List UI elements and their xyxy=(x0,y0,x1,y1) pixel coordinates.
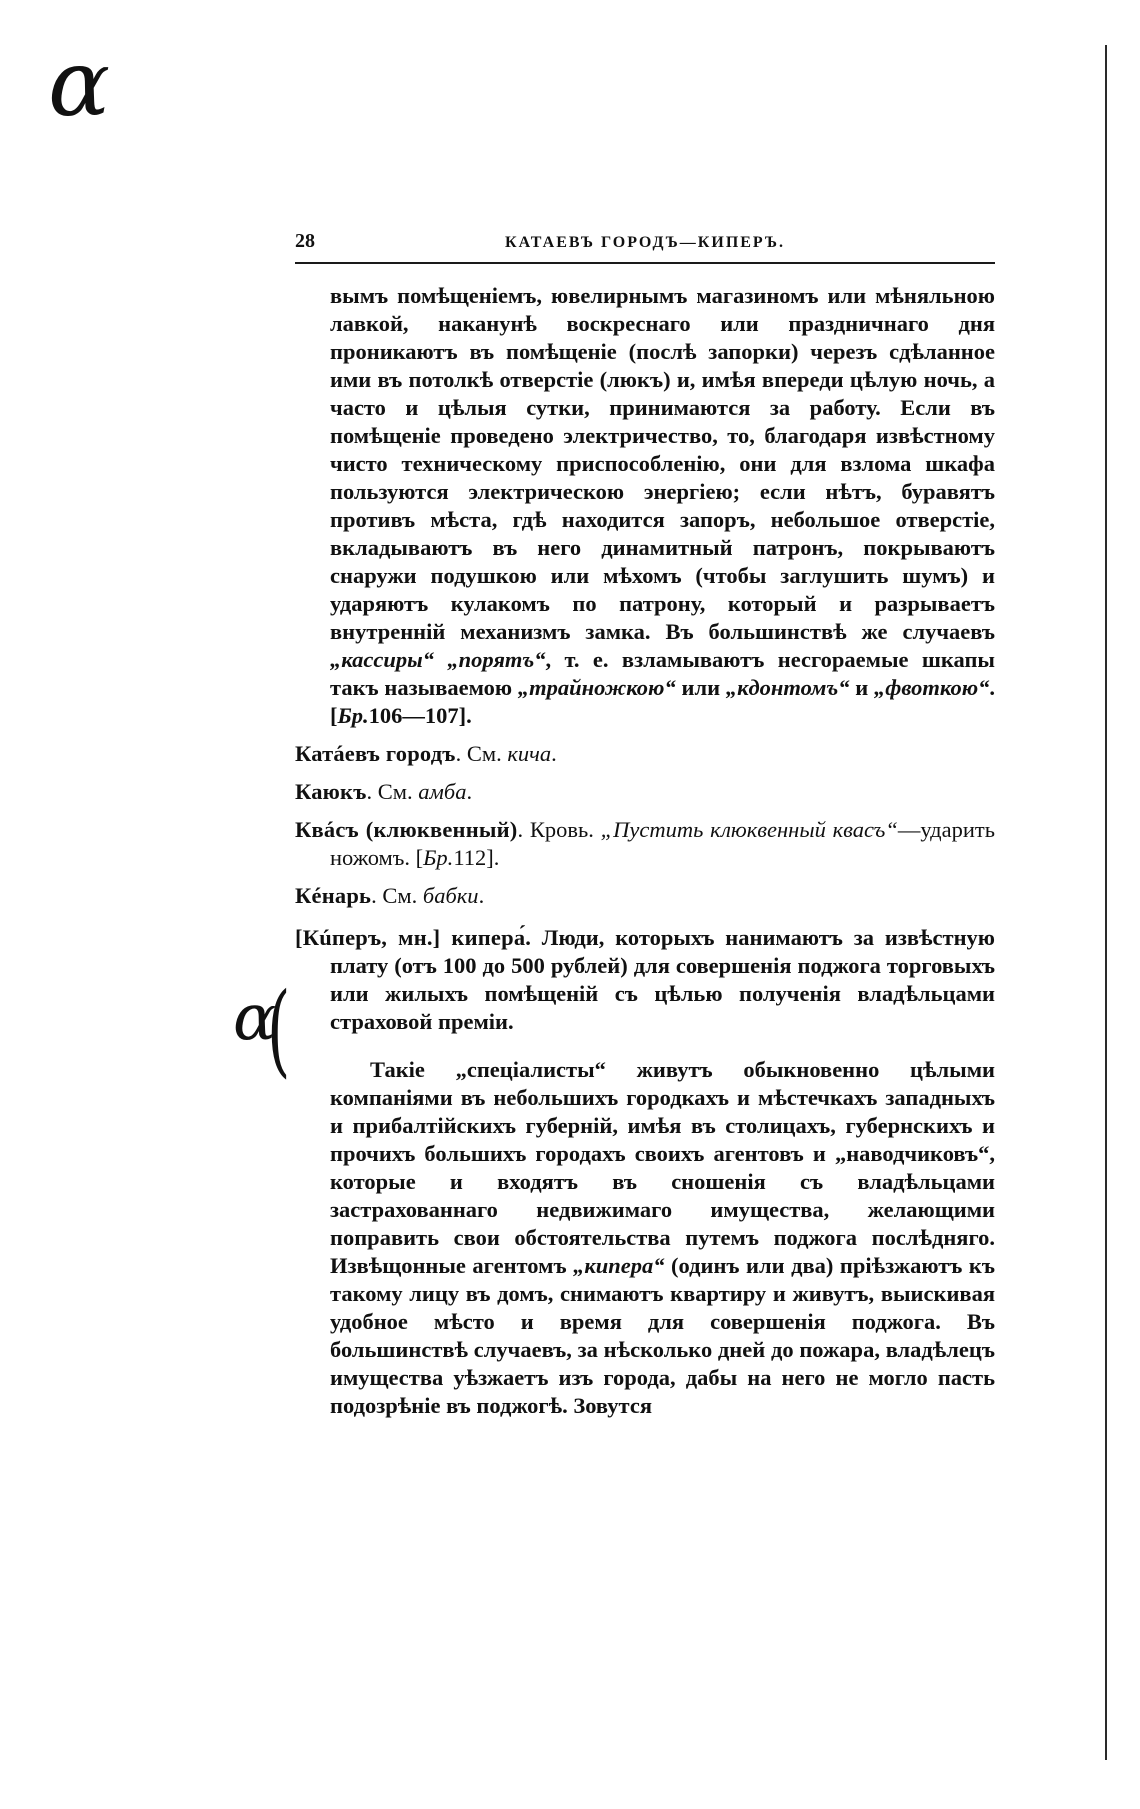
entry-kvas: Квáсъ (клюквенный). Кровь. „Пустить клюквенный квасъ“—ударить ножомъ. [Бр.112]. xyxy=(295,817,995,870)
quoted-term: „кипера“ xyxy=(573,1253,665,1278)
cross-reference: бабки xyxy=(422,883,479,908)
entry-margin-mark: α xyxy=(233,981,277,1055)
cross-reference: кича xyxy=(507,741,552,766)
source-ref: Бр. xyxy=(423,845,454,870)
quoted-term: „кассиры“ xyxy=(330,647,434,672)
running-head xyxy=(295,230,995,260)
headword: Каюкъ xyxy=(295,779,367,804)
cross-reference: амба xyxy=(418,779,467,804)
headword: Квáсъ (клюквенный) xyxy=(295,817,518,842)
source-ref: Бр. xyxy=(337,703,369,728)
entry-kataev-gorod: Катáевъ городъ. См. кича. xyxy=(295,741,557,766)
entry-margin-bracket: ( xyxy=(267,971,291,1088)
entry-kayuk: Каюкъ. См. амба. xyxy=(295,779,473,804)
entry-kiper-body: Такіе „спеціалисты“ живутъ обыкновенно цѣлыми компаніями въ небольшихъ городкахъ и мѣстечкахъ западныхъ и прибалтійскихъ губерній, имѣя въ столицахъ, губернскихъ и прочихъ большихъ городахъ своихъ агентовъ и „наводчиковъ“, которые и входятъ въ сношенія съ владѣльцами застрахованнаго недвижимаго имущества, желающими поправить свои обстоятельства путемъ поджога послѣдняго. Извѣщонные агентомъ „кипера“ (одинъ или два) пріѣзжаютъ къ такому лицу въ домъ, снимаютъ квартиру и живутъ, выискивая удобное мѣсто и время для совершенія поджога. Въ большинствѣ случаевъ, за нѣсколько дней до пожара, владѣлецъ имущества уѣзжаетъ изъ города, дабы на него не могло пасть подозрѣніе въ поджогѣ. Зовутся xyxy=(330,1057,995,1418)
example-phrase: „Пустить клюквенный квасъ“ xyxy=(600,817,898,842)
headword: Кéнарь xyxy=(295,883,372,908)
quoted-term: „порятъ“ xyxy=(433,647,546,672)
headword: [Кúперъ, мн.] кипера́ xyxy=(295,925,526,950)
margin-note-alpha: α xyxy=(48,30,111,137)
header-rule xyxy=(295,262,995,264)
entry-kenar: Кéнарь. См. бабки. xyxy=(295,883,485,908)
header-title: КАТАЕВЪ ГОРОДЪ—КИПЕРЪ. xyxy=(505,234,785,251)
page-edge-rule xyxy=(1105,45,1107,1760)
continued-paragraph: вымъ помѣщеніемъ, ювелирнымъ магазиномъ или мѣняльною лавкой, наканунѣ воскреснаго или праздничнаго дня проникаютъ въ помѣщеніе (послѣ запорки) черезъ сдѣланное ими въ потолкѣ отверстіе (люкъ) и, имѣя впереди цѣлую ночь, а часто и цѣлыя сутки, принимаются за работу. Если въ помѣщеніе проведено электричество, то, благодаря извѣстному чисто техническому приспособленію, они для взлома шкафа пользуются электрическою энергіею; если нѣтъ, буравятъ противъ мѣста, гдѣ находится запоръ, небольшое отверстіе, вкладываютъ въ него динамитный патронъ, покрываютъ снаружи подушкою или мѣхомъ (чтобы заглушить шумъ) и ударяютъ кулакомъ по патрону, который и разрываетъ внутренній механизмъ замка. Въ большинствѣ же случаевъ „кассиры“ „порятъ“, т. е. взламываютъ несгораемые шкапы такъ называемою „трайножкою“ или „кдонтомъ“ и „фвоткою“. [Бр.106—107]. xyxy=(330,283,995,728)
page-body xyxy=(295,230,995,1420)
entry-kiper: [Кúперъ, мн.] кипера́. Люди, которыхъ нанимаютъ за извѣстную плату (отъ 100 до 500 рублей) для совершенія поджога торговыхъ или жилыхъ помѣщеній съ цѣлью полученія владѣльцами страховой преміи. xyxy=(295,925,995,1034)
headword: Катáевъ городъ xyxy=(295,741,456,766)
page-number: 28 xyxy=(295,230,315,252)
quoted-term: „кдонтомъ“ xyxy=(725,675,850,700)
quoted-term: „фвоткою“ xyxy=(874,675,990,700)
quoted-term: „трайножкою“ xyxy=(517,675,676,700)
